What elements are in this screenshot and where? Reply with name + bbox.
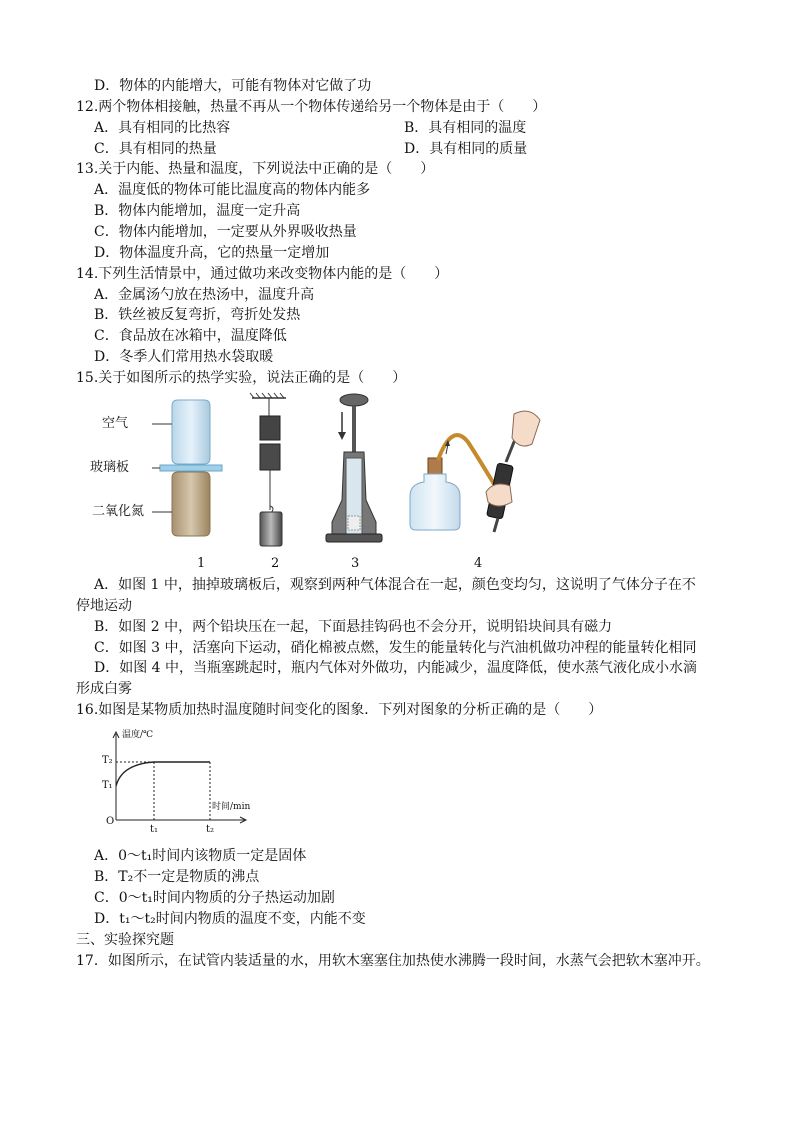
q15-option-c: C．如图 3 中，活塞向下运动，硝化棉被点燃，发生的能量转化与汽油机做功冲程的能量转化相同 xyxy=(94,640,697,656)
q15-stem: 15.关于如图所示的热学实验，说法正确的是（ ） xyxy=(76,370,407,386)
q14-option-a: A．金属汤勺放在热汤中，温度升高 xyxy=(94,287,315,303)
q15-option-b: B．如图 2 中，两个铅块压在一起，下面悬挂钩码也不会分开，说明铅块间具有磁力 xyxy=(94,619,613,635)
q15-option-d-line2: 形成白雾 xyxy=(76,681,132,697)
y-tick-t2: T₂ xyxy=(102,755,113,766)
x-tick-t2: t₂ xyxy=(206,824,215,835)
q13-stem: 13.关于内能、热量和温度，下列说法中正确的是（ ） xyxy=(76,161,435,177)
q14-option-c: C．食品放在冰箱中，温度降低 xyxy=(94,328,287,344)
q12-option-c: C．具有相同的热量 xyxy=(94,141,217,157)
q15-option-a-line2: 停地运动 xyxy=(76,598,132,614)
q14-option-d: D．冬季人们常用热水袋取暖 xyxy=(94,349,274,365)
label-nitrogen-dioxide: 二氧化氮 xyxy=(92,504,145,519)
chart-svg xyxy=(96,726,256,842)
q14-option-b: B．铁丝被反复弯折，弯折处发热 xyxy=(94,307,301,323)
fire-syringe xyxy=(326,394,382,542)
q13-option-a: A．温度低的物体可能比温度高的物体内能多 xyxy=(94,182,371,198)
q13-option-d: D．物体温度升高，它的热量一定增加 xyxy=(94,245,330,261)
figure-15-drawing xyxy=(90,392,560,572)
y-axis-label: 温度/℃ xyxy=(122,730,154,740)
q17-stem: 17．如图所示，在试管内装适量的水，用软木塞塞住加热使水沸腾一段时间，水蒸气会把软木塞冲开。 xyxy=(76,953,710,969)
q15-option-a-line1: A．如图 1 中，抽掉玻璃板后，观察到两种气体混合在一起，颜色变均匀，这说明了气体分子在不 xyxy=(94,577,696,593)
lead-blocks xyxy=(250,393,286,546)
figure-number-2: 2 xyxy=(271,556,280,571)
q12-option-d: D．具有相同的质量 xyxy=(404,141,528,157)
q16-option-d: D．t₁～t₂时间内物质的温度不变，内能不变 xyxy=(94,911,366,927)
figure-15 xyxy=(90,392,560,572)
q14-stem: 14.下列生活情景中，通过做功来改变物体内能的是（ ） xyxy=(76,266,449,282)
figure-number-3: 3 xyxy=(351,556,360,571)
q16-option-a: A．0～t₁时间内该物质一定是固体 xyxy=(94,848,307,864)
q12-option-b: B．具有相同的温度 xyxy=(404,120,527,136)
q12-option-a: A．具有相同的比热容 xyxy=(94,120,231,136)
label-glass-plate: 玻璃板 xyxy=(90,460,130,475)
q16-option-c: C．0～t₁时间内物质的分子热运动加剧 xyxy=(94,890,335,906)
origin-label: O xyxy=(106,816,115,827)
q16-option-b: B．T₂不一定是物质的沸点 xyxy=(94,869,260,885)
label-air: 空气 xyxy=(102,416,129,431)
q13-option-b: B．物体内能增加，温度一定升高 xyxy=(94,203,301,219)
figure-16-chart xyxy=(96,726,256,842)
q12-stem: 12.两个物体相接触，热量不再从一个物体传递给另一个物体是由于（ ） xyxy=(76,99,547,115)
bottle-and-pump xyxy=(410,411,540,532)
y-tick-t1: T₁ xyxy=(102,780,113,791)
q16-stem: 16.如图是某物质加热时温度随时间变化的图象．下列对图象的分析正确的是（ ） xyxy=(76,702,603,718)
figure-number-4: 4 xyxy=(474,556,483,571)
curve-heating xyxy=(116,762,154,786)
x-axis-label: 时间/min xyxy=(212,802,251,812)
diffusion-jars xyxy=(152,400,222,536)
q13-option-c: C．物体内能增加，一定要从外界吸收热量 xyxy=(94,224,357,240)
x-tick-t1: t₁ xyxy=(150,824,159,835)
section-3-heading: 三、实验探究题 xyxy=(76,932,174,948)
figure-number-1: 1 xyxy=(197,556,206,571)
q11-option-d: D．物体的内能增大，可能有物体对它做了功 xyxy=(94,78,372,94)
q15-option-d-line1: D．如图 4 中，当瓶塞跳起时，瓶内气体对外做功，内能减少，温度降低，使水蒸气液化成小水滴 xyxy=(94,660,698,676)
